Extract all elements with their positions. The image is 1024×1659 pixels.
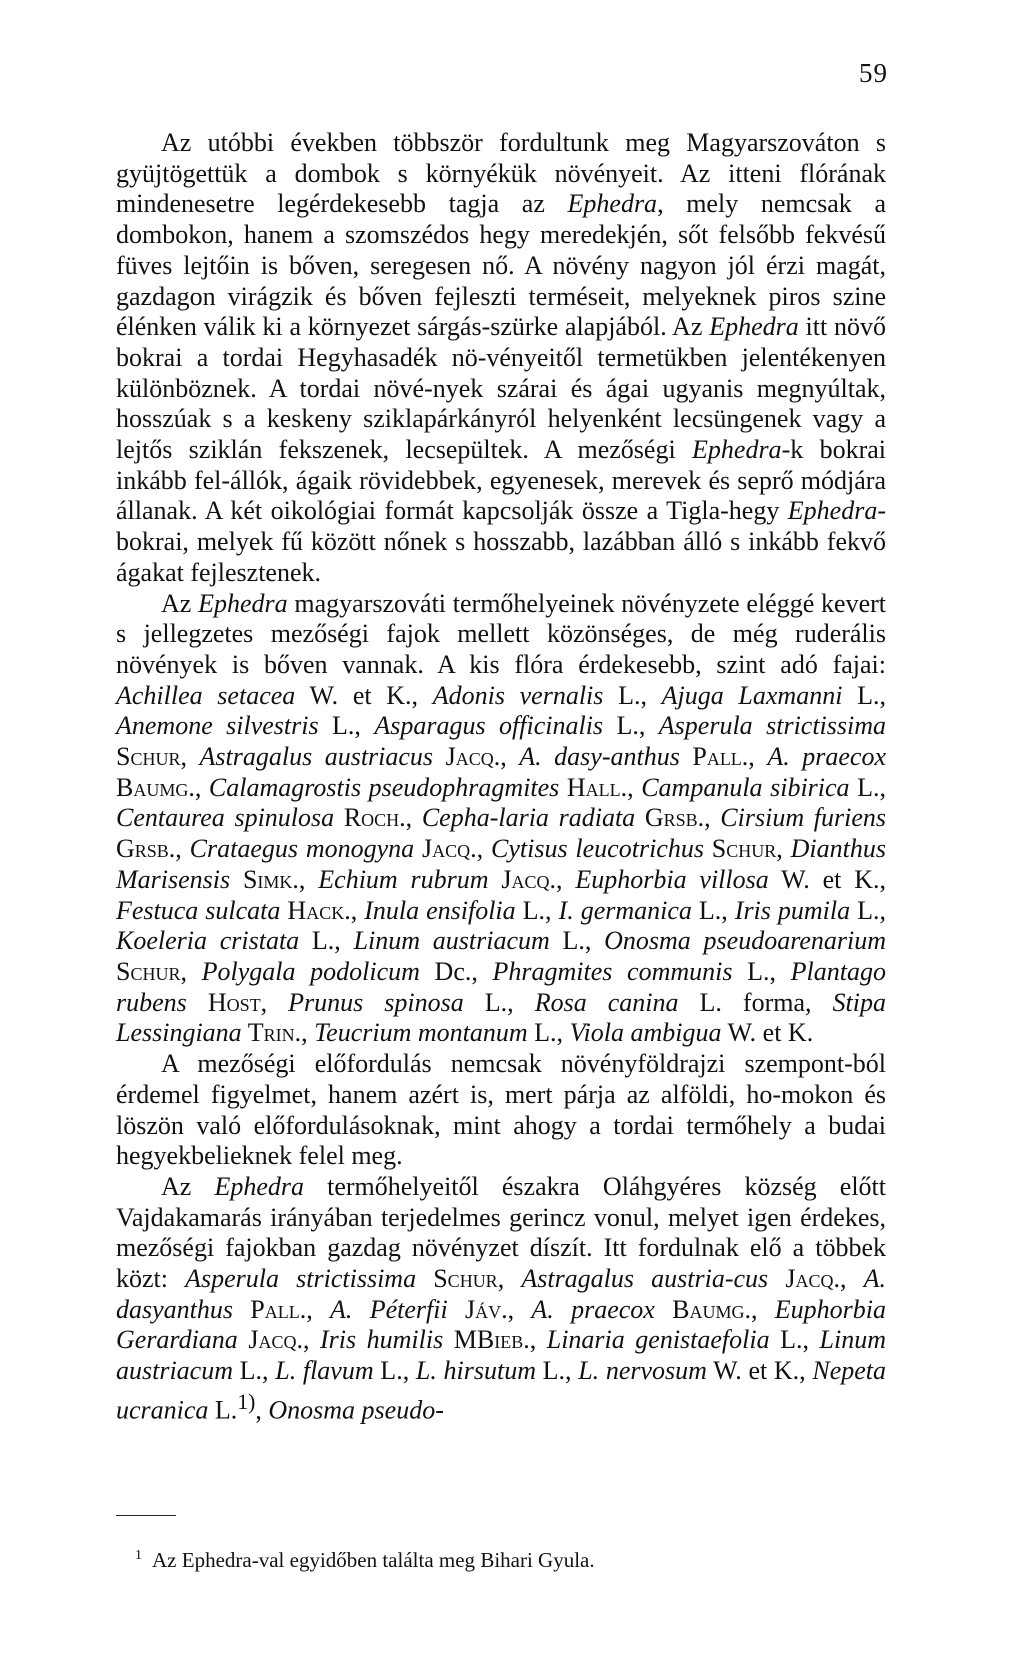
author-abbrev: Jacq., <box>488 864 576 894</box>
footnote <box>135 1548 835 1573</box>
italic-term: A. praecox <box>531 1294 655 1324</box>
text-run: termőhelyeitől északra Oláhgyéres község előtt Vajdakamarás irányában terjedelmes gerincz vonul, melyet igen érdekes, mezőségi fajokban gazdag növényzet díszít. Itt fordulnak elő a többek közt: <box>116 1171 886 1294</box>
author-abbrev: Baumg., <box>654 1294 775 1324</box>
italic-term: Linum austriacum <box>353 926 550 956</box>
text-run: L. forma, <box>678 987 833 1017</box>
italic-term: Polygala podolicum <box>201 956 420 986</box>
text-run: L., <box>373 1356 416 1386</box>
italic-term: Campanula sibirica <box>641 772 850 802</box>
italic-term: Anemone silvestris <box>116 711 319 741</box>
text-run: L., <box>233 1356 276 1386</box>
text-run: L., <box>769 1325 820 1355</box>
author-abbrev: Hack., <box>280 895 365 925</box>
text-run: L., <box>842 680 886 710</box>
text-run: L., <box>299 926 354 956</box>
text-run: Az utóbbi években többször fordultunk meg Magyarszováton s gyüjtögettük a dombok s környékük növényeit. Az itteni flórának mindenesetre legérdekesebb tagja az <box>116 128 886 219</box>
italic-term: Astragalus austriacus <box>199 742 434 772</box>
author-abbrev: MBieb., <box>443 1325 547 1355</box>
author-abbrev: Trin., <box>241 1018 315 1048</box>
italic-term: Koeleria cristata <box>116 926 300 956</box>
author-abbrev: Roch., <box>334 803 422 833</box>
text-run: Az <box>161 1171 215 1201</box>
italic-term: Euphorbia villosa <box>575 864 769 894</box>
italic-term: Cirsium furiens <box>720 803 886 833</box>
text-run: L., <box>463 987 535 1017</box>
italic-term: I. germanica <box>558 895 692 925</box>
text-run: W. et K., <box>295 680 433 710</box>
text-run: Az <box>152 1548 182 1572</box>
page-number: 59 <box>859 58 888 88</box>
author-abbrev: Pall., <box>233 1294 331 1324</box>
italic-term: Festuca sulcata <box>116 895 281 925</box>
footnote-rule <box>116 1515 176 1516</box>
text-run: Dc., <box>419 956 493 986</box>
italic-term: Ephedra <box>787 496 878 526</box>
italic-term: Adonis vernalis <box>432 680 604 710</box>
author-abbrev: Baumg., <box>116 772 209 802</box>
text-run: W. et K., <box>768 864 887 894</box>
paragraph <box>116 1172 886 1426</box>
text-run: , <box>255 1395 269 1425</box>
italic-term: Phragmites communis <box>492 956 733 986</box>
text-run: L. <box>208 1395 238 1425</box>
italic-term: Calamagrostis pseudophragmites <box>208 772 560 802</box>
text-run: L., <box>318 711 375 741</box>
text-run: L., <box>603 711 659 741</box>
italic-term: Stipa Lessingiana <box>116 987 886 1048</box>
footnote-ref: 1) <box>237 1389 256 1414</box>
author-abbrev: Jacq., <box>768 1264 864 1294</box>
italic-term: Echium rubrum <box>318 864 489 894</box>
author-abbrev: Jáv., <box>447 1294 532 1324</box>
italic-term: Cytisus leucotrichus <box>491 834 704 864</box>
italic-term: A. praecox <box>767 742 886 772</box>
italic-term: Inula ensifolia <box>364 895 516 925</box>
italic-term: Ephedra <box>198 588 288 618</box>
footnote-text <box>152 1548 595 1572</box>
italic-term: Ephedra <box>567 189 658 219</box>
text-run: -k bokrai inkább fel-állók, ágaik rövidebbek, egyenesek, merevek és seprő módjára állanak. A két oikológiai formát kapcsolják össze a Tigla-hegy <box>116 435 886 526</box>
italic-term: L. nervosum <box>578 1356 707 1386</box>
italic-term: Ephedra <box>181 1548 252 1572</box>
text-run: Az <box>161 588 199 618</box>
italic-term: L. flavum <box>275 1356 374 1386</box>
italic-term: Linaria genistaefolia <box>546 1325 770 1355</box>
text-run: itt növő bokrai a tordai Hegyhasadék nö-vényeitől termetükben jelentékenyen különböznek. A tordai növé-nyek szárai és ágai ugyanis megnyúltak, hosszúak s a keskeny sziklapárkányról helyenként lecsüngenek vagy a lejtős sziklán fekszenek, lecsepültek. A mezőségi <box>116 312 887 465</box>
italic-term: Iris pumila <box>734 895 851 925</box>
italic-term: Asperula strictissima <box>185 1264 417 1294</box>
italic-term: A. dasyanthus <box>116 1264 886 1324</box>
italic-term: Dianthus Marisensis <box>116 834 886 894</box>
paragraph <box>116 1049 886 1172</box>
italic-term: A. Péterfii <box>330 1294 448 1324</box>
italic-term: Asperula strictissima <box>658 711 887 741</box>
author-abbrev: Jacq., <box>414 834 491 864</box>
author-abbrev: Schur, <box>703 834 791 864</box>
italic-term: Ajuga Laxmanni <box>661 680 843 710</box>
text-run: -val egyidőben találta meg <box>251 1548 481 1572</box>
paragraph <box>116 589 886 1050</box>
author-abbrev: Hall., <box>559 772 642 802</box>
italic-term: Euphorbia Gerardiana <box>116 1294 887 1355</box>
text-run: -bokrai, melyek fű között nőnek s hosszabb, lazábban álló s inkább fekvő ágakat fejlesztenek. <box>116 496 886 587</box>
author-abbrev: Host, <box>186 987 289 1017</box>
author-abbrev: Simk., <box>230 864 319 894</box>
author-abbrev: Jacq., <box>237 1325 320 1355</box>
italic-term: Ephedra <box>692 435 782 465</box>
text-run: A mezőségi előfordulás nemcsak növényföldrajzi szempont-ból érdemel figyelmet, hanem azért is, mert párja az alföldi, ho-mokon és löszön való előfordulásoknak, mint ahogy a tordai termőhely a budai hegyekbelieknek felel meg. <box>116 1049 886 1171</box>
author-abbrev: Grsb., <box>116 834 190 864</box>
italic-term: Prunus spinosa <box>288 987 464 1017</box>
text-run: , mely nemcsak a dombokon, hanem a szomszédos hegy meredekjén, sőt felsőbb fekvésű füves lejtőin is bőven, seregesen nő. A növény nagyon jól érzi magát, gazdagon virágzik és bőven fejleszti terméseit, melyeknek piros szine élénken válik ki a környezet sárgás-szürke alapjából. Az <box>116 189 886 342</box>
author-abbrev: Jacq., <box>433 742 520 772</box>
italic-term: Centaurea spinulosa <box>116 803 335 833</box>
italic-term: L. hirsutum <box>415 1356 536 1386</box>
italic-term: A. dasy-anthus <box>519 742 680 772</box>
author-abbrev: Schur, <box>116 742 200 772</box>
author-abbrev: Schur, <box>116 956 202 986</box>
text-run: L., <box>549 926 605 956</box>
text-run: magyarszováti termőhelyeinek növényzete eléggé kevert s jellegzetes mezőségi fajok mellett közönséges, de még ruderális növények is bőven vannak. A kis flóra érdekesebb, szint adó fajai: <box>116 588 886 679</box>
italic-term: Iris humilis <box>320 1325 444 1355</box>
italic-term: Cepha-laria radiata <box>421 803 636 833</box>
italic-term: Ephedra <box>214 1171 304 1201</box>
text-run: W. et K. <box>721 1018 814 1048</box>
italic-term: Teucrium montanum <box>314 1018 528 1048</box>
text-run: W. et K., <box>706 1356 813 1386</box>
italic-term: Astragalus austria-cus <box>521 1264 769 1294</box>
italic-term: Onosma pseudo- <box>268 1395 444 1425</box>
italic-term: Achillea setacea <box>116 680 296 710</box>
text-run: L., <box>603 680 662 710</box>
italic-term: Rosa canina <box>534 987 679 1017</box>
italic-term: Plantago rubens <box>116 956 886 1017</box>
text-run: L., <box>535 1356 579 1386</box>
italic-term: Ephedra <box>709 312 799 342</box>
italic-term: Asparagus officinalis <box>374 711 604 741</box>
text-run: L., <box>850 895 887 925</box>
footnote-marker: 1 <box>135 1548 142 1563</box>
paragraph <box>116 128 886 589</box>
italic-term: Onosma pseudoarenarium <box>604 926 887 956</box>
italic-term: Linum austriacum <box>116 1325 887 1386</box>
author-abbrev: Bihari Gyula. <box>480 1548 595 1572</box>
text-run: L., <box>527 1018 570 1048</box>
text-run: L., <box>691 895 735 925</box>
italic-term: Nepeta ucranica <box>116 1356 887 1425</box>
text-run: L., <box>849 772 887 802</box>
author-abbrev: Schur, <box>416 1264 522 1294</box>
text-run: L., <box>732 956 791 986</box>
body-text <box>116 128 886 1426</box>
author-abbrev: Grsb., <box>635 803 721 833</box>
italic-term: Viola ambigua <box>569 1018 722 1048</box>
text-run: L., <box>515 895 559 925</box>
author-abbrev: Pall., <box>679 742 768 772</box>
italic-term: Crataegus monogyna <box>189 834 415 864</box>
